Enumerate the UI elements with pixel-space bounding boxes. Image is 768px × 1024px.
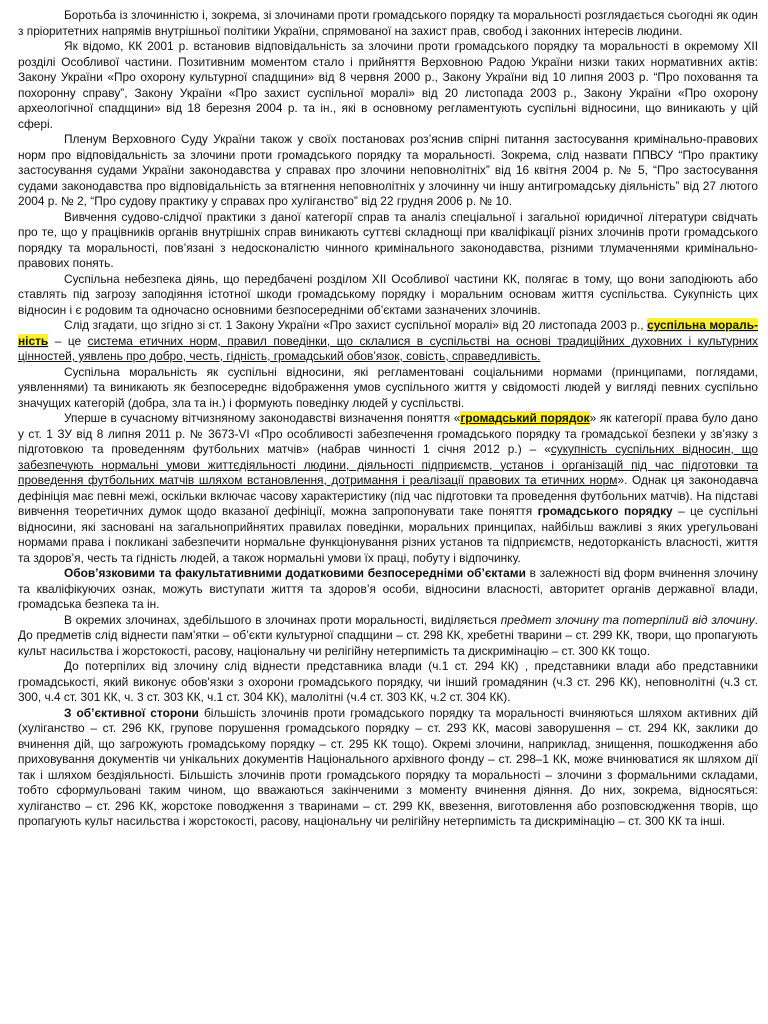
term-subject-victim: предмет злочину та потерпілий від злочину (500, 612, 755, 627)
paragraph-victims: До потерпілих від злочину слід віднести представника влади (ч.1 ст. 294 КК) , представники влади або представники громадськості, який виконує обов'язки з охорони громадського порядку, чи інший громадянин (ч.3 ст. 296 КК), неповнолітні (ч.3 ст. 300, ч.4 ст. 301 КК, ч. 3 ст. 303 КК, ч.1 ст. 304 КК), малолітні (ч.4 ст. 303 КК, ч.2 ст. 304 КК). (18, 659, 758, 704)
subject-list-text: . До предметів слід віднести пам’ятки – об’єкти культурної спадщини – ст. 298 КК, хребетні тварини – ст. 299 КК, твори, що пропагують культ насильства і жорстокості, расову, національну чи релігійну нетерпимість та дискримінацію – ст. 300 КК тощо. (18, 612, 758, 658)
term-social-morality: суспільна моральність (18, 318, 758, 348)
public-order-law-text: » як категорії права було дано у ст. 1 ЗУ від 8 липня 2011 р. № 3673-VI «Про особливості забезпечення громадського порядку та громадської безпеки у зв’язку з підготовкою та проведенням футбольних матчів» (набрав чинності 1 січня 2012 р.) – « (18, 411, 759, 456)
paragraph-subject-victim (18, 613, 758, 660)
paragraph-morality-definition (18, 318, 758, 365)
morality-intro-text: Слід згадати, що згідно зі ст. 1 Закону України «Про захист суспільної моралі» від 20 листопада 2003 р., (64, 318, 648, 332)
paragraph-public-order-definition (18, 411, 758, 566)
term-public-order: громадський порядок (460, 411, 590, 425)
objective-side-text: більшість злочинів проти громадського порядку та моральності вчиняються шляхом активних дій (хуліганство – ст. 296 КК, групове порушення громадського порядку – ст. 293 КК, масові заворушення – ст. 294 КК, заклики до вчинення дій, що загрожують громадському порядку – ст. 295 КК тощо). Окремі злочини, наприклад, знищення, пошкодження або приховування документів чи унікальних документів Національного архівного фонду – ст. 298–1 КК, може вчинюватися як шляхом дії так і шляхом бездіяльності. Більшість злочинів проти громадського порядку та моральності – злочини з формальними складами, тобто сформульовані таким чином, що вважаються закінченими з моменту вчинення діяння. До них, зокрема, відносяться: хуліганство – ст. 296 КК, жорстоке поводження з тваринами – ст. 299 КК, ввезення, виготовлення або розповсюдження творів, що пропагують культ насильства і жорстокості, расову, національну чи релігійну нетерпимість та дискримінацію – ст. 300 КК та інші. (18, 705, 758, 828)
morality-definition-text: система етичних норм, правил поведінки, що склалися в суспільстві на основі традиційних духовних і культурних цінностей, уявлень про добро, честь, гідність, громадський обов’язок, совість, справедливість. (18, 333, 758, 363)
paragraph-plenum: Пленум Верховного Суду України також у своїх постановах роз’яснив спірні питання застосування кримінально-правових норм про відповідальність за злочини проти громадського порядку та моральності. Зокрема, слід назвати ППВСУ “Про практику застосування судами України законодавства у справах про злочини неповнолітніх” від 16 квітня 2004 р. № 5, “Про застосування судами законодавства про відповідальність за втягнення неповнолітніх у злочинну чи іншу антигромадську діяльність” від 27 лютого 2004 р. № 2, “Про судову практику у справах про хуліганство” від 22 грудня 2006 р. № 10. (18, 132, 758, 208)
public-order-definition-text: сукупність суспільних відносин, що забезпечують нормальні умови життєдіяльності людини, діяльності підприємств, установ і організацій під час підготовки та проведення футбольних матчів шляхом встановлення, дотримання і реалізації правових та етичних норм (18, 442, 758, 487)
paragraph-social-danger: Суспільна небезпека діянь, що передбачені розділом XII Особливої частини КК, полягає в тому, що вони заподіюють або ставлять під загрозу заподіяння істотної шкоди громадському порядку і моральним основам життя суспільства. Сукупність цих відносин і є родовим та одночасно основними безпосередніми об’єктами зазначених злочинів. (18, 271, 758, 317)
paragraph-criminal-code: Як відомо, КК 2001 р. встановив відповідальність за злочини проти громадського порядку та моральності в окремому XII розділі Особливої частини. Позитивним моментом стало і прийняття Верховною Радою України низки таких нормативних актів: Закону України «Про охорону культурної спадщини» від 8 червня 2000 р., Закону України від 10 липня 2003 р. “Про поховання та похоронну справу”, Закону України «Про захист суспільної моралі» від 20 листопада 2003 р., Закону України «Про охорону археологічної спадщини» від 18 березня 2004 р. та ін., які в основному регламентують суспільні відносини, що виникають у цій сфері. (18, 39, 758, 131)
public-order-limits-text: ». Однак ця законодавча дефініція має певні межі, оскільки включає часову характеристику (під час підготовки та проведення футбольних матчів). На підставі вивчення теоретичних думок щодо вказаної дефініції, можна запропонувати таке поняття (18, 473, 758, 518)
subject-intro-text: В окремих злочинах, здебільшого в злочинах проти моральності, виділяється (64, 612, 501, 627)
paragraph-morality-relations: Суспільна моральність як суспільні відносини, які регламентовані соціальними нормами (принципами, поглядами, уявленнями) та виникають як безпосереднє відображення умов суспільного життя у свідомості людей у вигляді певних суспільно значущих категорій (добра, зла та ін.) і формують поведінку людей у суспільстві. (18, 364, 758, 410)
public-order-intro-text: Уперше в сучасному вітчизняному законодавстві визначення поняття « (64, 411, 461, 425)
additional-objects-text: в залежності від форм вчинення злочину та кваліфікуючих ознак, можуть виступати життя та здоров’я особи, відносини власності, авторитет органів державної влади, громадська безпека та ін. (18, 566, 758, 611)
morality-dash-text: – це (48, 333, 88, 348)
paragraph-practice-study: Вивчення судово-слідчої практики з даної категорії справ та аналіз спеціальної і загальної юридичної літератури свідчать про те, що у працівників органів внутрішніх справ виникають суттєві складнощі при кваліфікації різних злочинів проти громадського порядку та моральності, пов’язані з недосконалістю чинного кримінального законодавства, різними тлумаченнями кримінально-правових понять. (18, 209, 758, 270)
public-order-proposed-text: – це суспільні відносини, які засновані на загальноприйнятих правилах поведінки, моральних принципах, найбільш важливі з яких урегульовані нормами права і покликані забезпечити нормальне функціонування різних установ та підприємств, недоторканість власності, життя та здоров’я, честь та гідність людей, а також нормальні умови їх праці, побуту і відпочинку. (18, 504, 758, 565)
term-additional-objects: Обов’язковими та факультативними додатковими безпосередніми об’єктами (64, 566, 526, 580)
term-public-order-bold: громадського порядку (537, 504, 673, 518)
term-objective-side: З об’єктивної сторони (64, 705, 199, 720)
paragraph-intro: Боротьба із злочинністю і, зокрема, зі злочинами проти громадського порядку та моральності розглядається сьогодні як один з пріоритетних напрямів внутрішньої політики України, спрямованої на захист прав, свобод і законних інтересів людини. (18, 8, 758, 38)
paragraph-objective-side (18, 706, 758, 830)
paragraph-additional-objects (18, 566, 758, 613)
